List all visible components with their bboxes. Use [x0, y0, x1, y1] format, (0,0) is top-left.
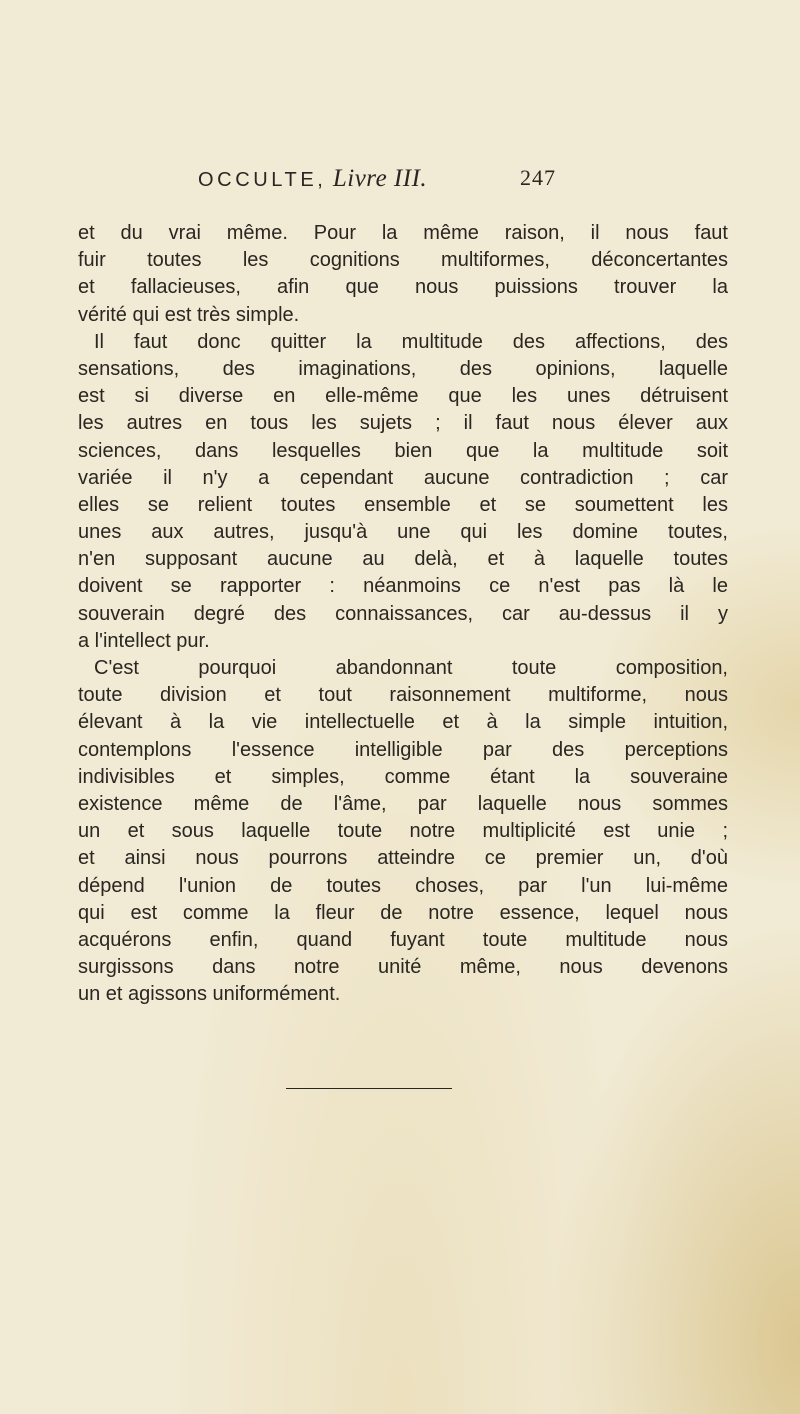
- text-line: les autres en tous les sujets ; il faut nous élever aux: [78, 412, 728, 435]
- text-line: existence même de l'âme, par laquelle nous sommes: [78, 792, 728, 815]
- text-line: contemplons l'essence intelligible par des perceptions: [78, 738, 728, 761]
- text-line: souverain degré des connaissances, car au-dessus il y: [78, 602, 728, 625]
- text-line: sciences, dans lesquelles bien que la multitude soit: [78, 439, 728, 462]
- running-head: [198, 163, 598, 193]
- text-line: est si diverse en elle-même que les unes détruisent: [78, 385, 728, 408]
- text-line: un et sous laquelle toute notre multiplicité est unie ;: [78, 820, 728, 843]
- text-line: un et agissons uniformément.: [78, 983, 341, 1006]
- text-line: sensations, des imaginations, des opinions, laquelle: [78, 357, 728, 380]
- text-line: unes aux autres, jusqu'à une qui les domine toutes,: [78, 521, 728, 544]
- text-line: elles se relient toutes ensemble et se soumettent les: [78, 493, 728, 516]
- text-line: et du vrai même. Pour la même raison, il nous faut: [78, 222, 728, 244]
- section-end-rule: [286, 1088, 452, 1089]
- text-line: n'en supposant aucune au delà, et à laquelle toutes: [78, 548, 728, 571]
- page-number: 247: [520, 165, 556, 190]
- body-text: [78, 220, 728, 1008]
- text-line: fuir toutes les cognitions multiformes, déconcertantes: [78, 249, 728, 272]
- text-line: qui est comme la fleur de notre essence, lequel nous: [78, 901, 728, 924]
- text-line: et ainsi nous pourrons atteindre ce premier un, d'où: [78, 847, 728, 870]
- text-line: variée il n'y a cependant aucune contradiction ; car: [78, 466, 728, 489]
- text-line: et fallacieuses, afin que nous puissions trouver la: [78, 276, 728, 299]
- text-line: indivisibles et simples, comme étant la souveraine: [78, 765, 728, 788]
- text-line: surgissons dans notre unité même, nous devenons: [78, 956, 728, 979]
- text-line: acquérons enfin, quand fuyant toute multitude nous: [78, 928, 728, 951]
- text-line: élevant à la vie intellectuelle et à la simple intuition,: [78, 711, 728, 734]
- text-line: toute division et tout raisonnement multiforme, nous: [78, 684, 728, 707]
- text-line: C'est pourquoi abandonnant toute composition,: [94, 657, 728, 679]
- text-line: Il faut donc quitter la multitude des affections, des: [94, 330, 728, 353]
- running-head-book: Livre III.: [332, 165, 428, 192]
- text-line: doivent se rapporter : néanmoins ce n'est pas là le: [78, 575, 728, 598]
- text-line: dépend l'union de toutes choses, par l'un lui-même: [78, 874, 728, 897]
- text-line: vérité qui est très simple.: [78, 303, 300, 326]
- running-head-title: OCCULTE,: [198, 169, 327, 191]
- text-line: a l'intellect pur.: [78, 629, 210, 652]
